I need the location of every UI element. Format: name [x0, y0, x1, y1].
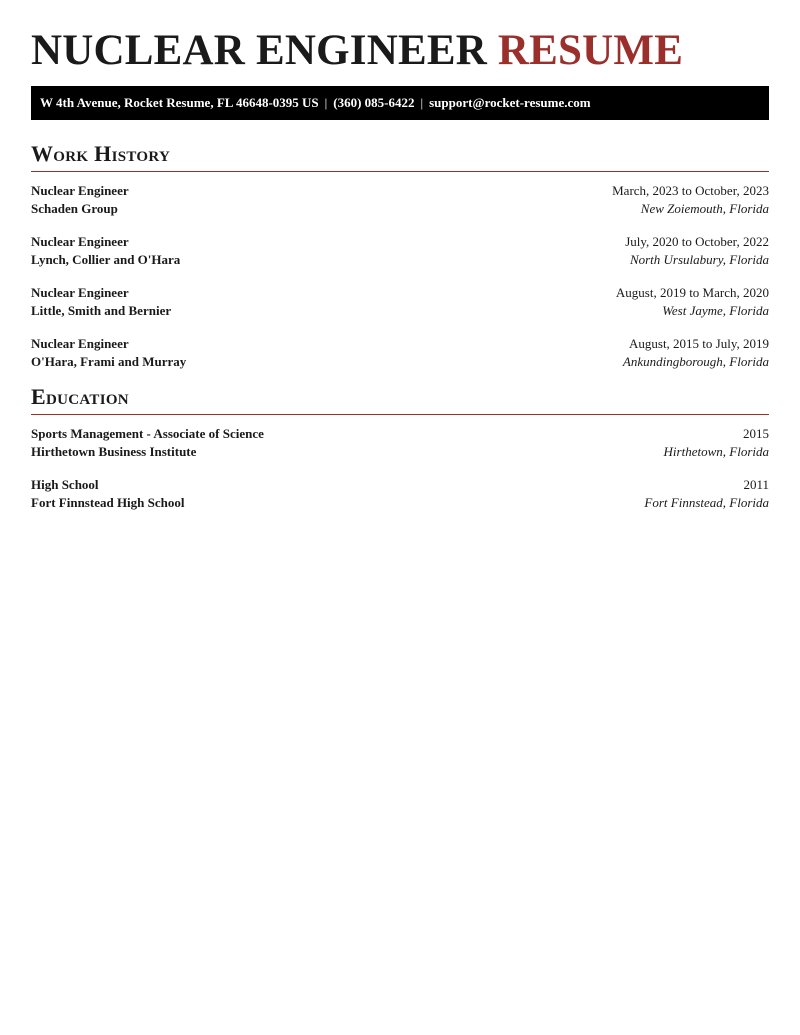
education-list: [31, 425, 769, 511]
job-title: Nuclear Engineer: [31, 183, 129, 198]
company-name: Lynch, Collier and O'Hara: [31, 251, 181, 267]
contact-email[interactable]: support@rocket-resume.com: [429, 95, 591, 110]
education-section: [31, 384, 769, 511]
graduation-year: 2011: [743, 477, 769, 492]
company-name: Schaden Group: [31, 200, 118, 216]
job-dates: July, 2020 to October, 2022: [625, 234, 769, 249]
degree-name: High School: [31, 477, 99, 492]
school-location: Hirthetown, Florida: [663, 443, 769, 459]
contact-bar: [31, 86, 769, 120]
title-accent: RESUME: [497, 27, 684, 74]
work-history-list: [31, 182, 769, 370]
contact-separator: |: [420, 95, 424, 110]
work-entry: [31, 335, 769, 370]
title-main: NUCLEAR ENGINEER: [31, 27, 487, 74]
work-entry: [31, 233, 769, 268]
graduation-year: 2015: [743, 426, 769, 441]
education-entry: [31, 476, 769, 511]
contact-phone: (360) 085-6422: [333, 95, 415, 110]
work-history-section: [31, 141, 769, 370]
job-location: North Ursulabury, Florida: [629, 251, 769, 267]
job-title: Nuclear Engineer: [31, 336, 129, 351]
school-name: Hirthetown Business Institute: [31, 443, 197, 459]
school-name: Fort Finnstead High School: [31, 494, 185, 510]
job-title: Nuclear Engineer: [31, 285, 129, 300]
job-location: Ankundingborough, Florida: [622, 353, 769, 369]
job-dates: August, 2019 to March, 2020: [615, 285, 769, 300]
resume-title: [31, 28, 769, 74]
job-dates: August, 2015 to July, 2019: [629, 336, 769, 351]
degree-name: Sports Management - Associate of Science: [31, 426, 264, 441]
company-name: O'Hara, Frami and Murray: [31, 353, 187, 369]
job-location: New Zoiemouth, Florida: [640, 200, 769, 216]
school-location: Fort Finnstead, Florida: [644, 494, 769, 510]
job-dates: March, 2023 to October, 2023: [612, 183, 769, 198]
work-entry: [31, 284, 769, 319]
work-entry: [31, 182, 769, 217]
contact-separator: |: [324, 95, 328, 110]
contact-address: W 4th Avenue, Rocket Resume, FL 46648-0395 US: [40, 95, 319, 110]
company-name: Little, Smith and Bernier: [31, 302, 172, 318]
job-title: Nuclear Engineer: [31, 234, 129, 249]
education-heading: Education: [31, 384, 769, 415]
work-history-heading: Work History: [31, 141, 769, 172]
job-location: West Jayme, Florida: [662, 302, 769, 318]
education-entry: [31, 425, 769, 460]
